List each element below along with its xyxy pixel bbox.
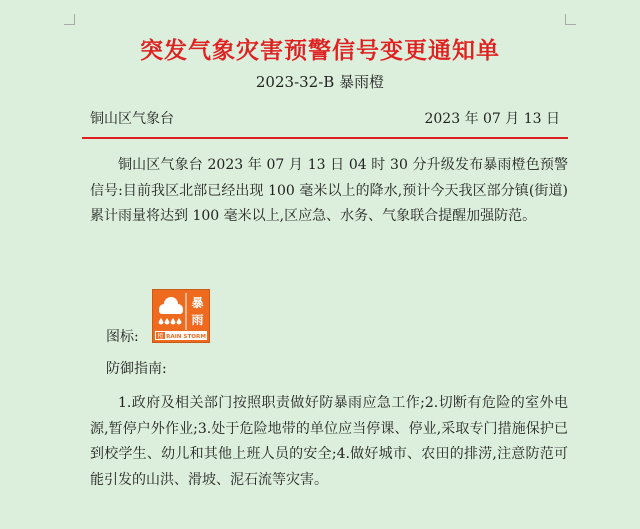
- rainstorm-orange-warning-icon: [152, 289, 210, 343]
- icon-level-label: 橙: [157, 333, 164, 340]
- issue-date: 2023 年 07 月 13 日: [424, 111, 560, 127]
- page-corner-mark: [565, 14, 576, 25]
- header-divider: [82, 137, 568, 139]
- icon-label: 图标:: [106, 329, 139, 345]
- icon-english-label: RAIN STORM: [166, 334, 206, 341]
- guide-text: 1.政府及相关部门按照职责做好防暴雨应急工作;2.切断有危险的室外电源,暂停户外作业;3.处于危险地带的单位应当停课、停业,采取专门措施保护已到校学生、幼儿和其他上班人员的安全;4.做好城市、农田的排涝,注意防范可能引发的山洪、滑坡、泥石流等灾害。: [90, 395, 568, 488]
- notice-subtitle: 2023-32-B 暴雨橙: [255, 73, 385, 91]
- notice-title: 突发气象灾害预警信号变更通知单: [140, 37, 500, 64]
- icon-glyph-bottom: 雨: [191, 313, 204, 327]
- page-corner-mark: [64, 14, 75, 25]
- icon-glyph-top: 暴: [191, 296, 204, 310]
- issuer-name: 铜山区气象台: [90, 111, 174, 127]
- guide-label: 防御指南:: [106, 361, 167, 377]
- warning-icon-graphic: [153, 290, 209, 342]
- notice-body: 铜山区气象台 2023 年 07 月 13 日 04 时 30 分升级发布暴雨橙色预警信号:目前我区北部已经出现 100 毫米以上的降水,预计今天我区部分镇(街道)累计雨量将达到 100 毫米以上,区应急、水务、气象联合提醒加强防范。: [90, 157, 568, 224]
